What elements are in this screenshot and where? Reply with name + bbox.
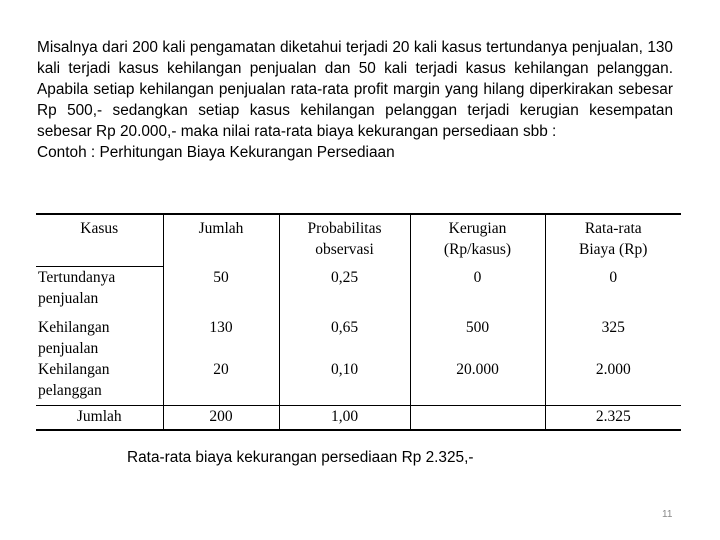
row-jumlah: 50 bbox=[163, 267, 279, 318]
header-kerugian-line1: Kerugian bbox=[448, 220, 507, 237]
header-jumlah: Jumlah bbox=[163, 214, 279, 267]
row-kasus-line1: Tertundanya bbox=[38, 269, 116, 286]
summary-text: Rata-rata biaya kekurangan persediaan Rp 2.325,- bbox=[127, 449, 474, 466]
total-rata-rata: 2.325 bbox=[545, 406, 681, 431]
header-probabilitas-line2: observasi bbox=[315, 241, 374, 258]
table-row bbox=[36, 267, 681, 318]
total-probabilitas: 1,00 bbox=[279, 406, 410, 431]
row-kasus bbox=[36, 317, 163, 359]
example-title: Contoh : Perhitungan Biaya Kekurangan Persediaan bbox=[37, 144, 395, 161]
row-kerugian: 500 bbox=[410, 317, 545, 359]
table-row bbox=[36, 359, 681, 406]
header-rata-rata bbox=[545, 214, 681, 267]
row-kasus-line1: Kehilangan bbox=[38, 319, 110, 336]
row-kasus-line2: pelanggan bbox=[38, 382, 102, 399]
row-jumlah: 130 bbox=[163, 317, 279, 359]
row-probabilitas: 0,10 bbox=[279, 359, 410, 406]
row-kasus bbox=[36, 359, 163, 406]
row-kasus-line2: penjualan bbox=[38, 290, 99, 307]
total-kerugian bbox=[410, 406, 545, 431]
header-rata-line1: Rata-rata bbox=[584, 220, 642, 237]
header-probabilitas-line1: Probabilitas bbox=[307, 220, 382, 237]
table-header-row bbox=[36, 214, 681, 267]
header-rata-line2: Biaya (Rp) bbox=[579, 241, 648, 258]
table-row bbox=[36, 317, 681, 359]
intro-paragraph bbox=[37, 37, 673, 163]
total-label: Jumlah bbox=[36, 406, 163, 431]
table-total-row bbox=[36, 406, 681, 431]
total-jumlah: 200 bbox=[163, 406, 279, 431]
shortage-cost-table bbox=[36, 213, 681, 431]
row-probabilitas: 0,25 bbox=[279, 267, 410, 318]
row-kerugian: 0 bbox=[410, 267, 545, 318]
header-probabilitas bbox=[279, 214, 410, 267]
header-kerugian-line2: (Rp/kasus) bbox=[443, 241, 512, 258]
row-rata-rata: 0 bbox=[609, 268, 618, 286]
header-kerugian bbox=[410, 214, 545, 267]
row-rata-rata: 2.000 bbox=[595, 361, 631, 378]
header-kasus: Kasus bbox=[36, 214, 163, 267]
row-kasus bbox=[36, 267, 163, 318]
row-kerugian: 20.000 bbox=[410, 359, 545, 406]
row-jumlah: 20 bbox=[163, 359, 279, 406]
row-rata-rata: 325 bbox=[601, 319, 625, 336]
row-kasus-line2: penjualan bbox=[38, 340, 99, 357]
row-probabilitas: 0,65 bbox=[279, 317, 410, 359]
intro-text: Misalnya dari 200 kali pengamatan diketahui terjadi 20 kali kasus tertundanya penjualan, 130 kali terjadi kasus kehilangan penjualan dan 50 kali terjadi kasus kehilangan pelanggan. Apabila setiap kehilangan penjualan rata-rata profit margin yang hilang diperkirakan sebesar Rp 500,- sedangkan setiap kasus kehilangan pelanggan terjadi kerugian kesempatan sebesar Rp 20.000,- maka nilai rata-rata biaya kekurangan persediaan sbb : bbox=[37, 39, 673, 140]
page-number: 11 bbox=[662, 509, 673, 520]
row-kasus-line1: Kehilangan bbox=[38, 361, 110, 378]
